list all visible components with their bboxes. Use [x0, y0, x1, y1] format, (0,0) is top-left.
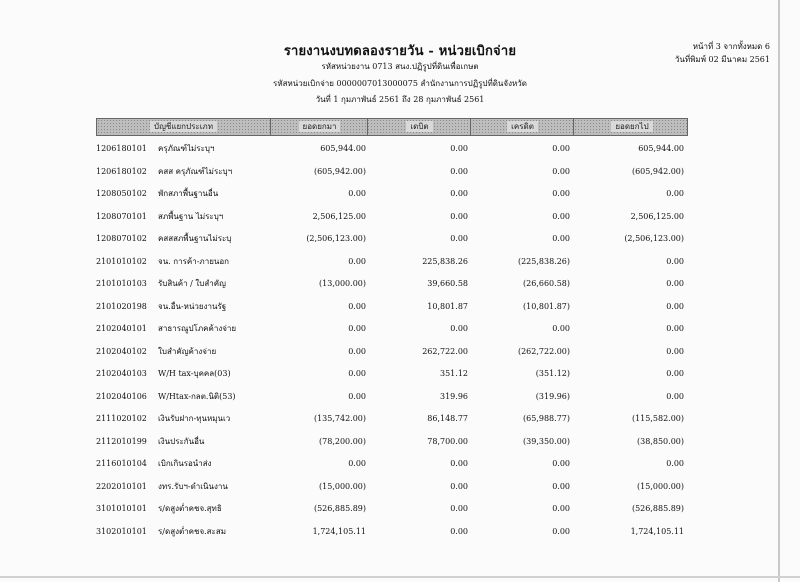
credit-amount: 0.00: [552, 481, 570, 491]
credit-amount: 0.00: [552, 324, 570, 333]
disbursing-unit-line: รหัสหน่วยเบิกจ่าย 0000007013000075 สำนักงานการปฏิรูปที่ดินจังหวัด: [273, 79, 527, 88]
credit-amount: 0.00: [552, 526, 570, 536]
opening-balance: (15,000.00): [319, 481, 366, 491]
debit-amount: 86,148.77: [427, 414, 468, 423]
account-name: เงินประกันอื่น: [158, 436, 205, 446]
table-row: [96, 480, 688, 494]
account-name: คสสสภพื้นฐานไม่ระบุ: [158, 234, 232, 243]
print-date: วันที่พิมพ์ 02 มีนาคม 2561: [674, 55, 770, 64]
closing-balance: 0.00: [666, 369, 684, 378]
account-name: สภพื้นฐาน ไม่ระบุฯ: [158, 211, 224, 221]
debit-amount: 0.00: [450, 504, 468, 513]
account-code: 2101010103: [96, 279, 147, 288]
account-code: 1208050102: [96, 189, 147, 198]
debit-amount: 10,801.87: [427, 301, 468, 311]
account-name: งทร.รับฯ-ดำเนินงาน: [158, 481, 228, 491]
account-code: 2101020198: [96, 301, 147, 311]
debit-amount: 0.00: [450, 526, 468, 536]
credit-amount: (26,660.58): [523, 279, 570, 288]
account-name: W/Htax-กลต.นิติ(53): [158, 391, 236, 401]
table-row: [96, 255, 688, 269]
debit-amount: 0.00: [450, 189, 468, 198]
debit-amount: 0.00: [450, 144, 468, 153]
table-row: [96, 142, 688, 156]
account-name: ร/ดสูงต่ำคชจ.สุทธิ: [158, 504, 222, 513]
credit-amount: 0.00: [552, 234, 570, 243]
account-code: 1206180102: [96, 166, 147, 176]
header-debit: เดบิต: [367, 119, 471, 135]
debit-amount: 0.00: [450, 234, 468, 243]
table-row: [96, 232, 688, 246]
period-line: วันที่ 1 กุมภาพันธ์ 2561 ถึง 28 กุมภาพันธ์ 2561: [315, 95, 485, 104]
opening-balance: 0.00: [348, 189, 366, 198]
opening-balance: 0.00: [348, 391, 366, 401]
debit-amount: 0.00: [450, 459, 468, 468]
account-name: ครุภัณฑ์ไม่ระบุฯ: [158, 144, 215, 153]
table-row: [96, 390, 688, 404]
opening-balance: 0.00: [348, 369, 366, 378]
opening-balance: (2,506,123.00): [306, 234, 366, 243]
closing-balance: 0.00: [666, 189, 684, 198]
table-row: [96, 277, 688, 291]
closing-balance: 605,944.00: [638, 144, 684, 153]
closing-balance: 0.00: [666, 324, 684, 333]
credit-amount: (65,988.77): [523, 414, 570, 423]
header-account: บัญชีแยกประเภท: [97, 119, 270, 135]
account-name: สาธารณูปโภคค้างจ่าย: [158, 324, 237, 333]
table-row: [96, 367, 688, 381]
opening-balance: 0.00: [348, 301, 366, 311]
opening-balance: 0.00: [348, 346, 366, 356]
account-name: รับสินค้า / ใบสำคัญ: [158, 279, 226, 288]
account-code: 2102040101: [96, 324, 147, 333]
table-row: [96, 187, 688, 201]
account-name: จน. การค้า-ภายนอก: [158, 256, 229, 266]
account-name: เบิกเกินรอนำส่ง: [158, 459, 212, 468]
debit-amount: 225,838.26: [422, 256, 468, 266]
debit-amount: 0.00: [450, 166, 468, 176]
opening-balance: 0.00: [348, 459, 366, 468]
debit-amount: 39,660.58: [427, 279, 468, 288]
table-row: [96, 525, 688, 539]
opening-balance: (605,942.00): [313, 166, 366, 176]
closing-balance: 0.00: [666, 391, 684, 401]
table-row: [96, 412, 688, 426]
table-row: [96, 457, 688, 471]
account-name: เงินรับฝาก-ทุนหมุนเว: [158, 414, 231, 423]
debit-amount: 0.00: [450, 211, 468, 221]
account-code: 2102040103: [96, 369, 147, 378]
closing-balance: (38,850.00): [637, 436, 684, 446]
credit-amount: 0.00: [552, 211, 570, 221]
opening-balance: 2,506,125.00: [312, 211, 366, 221]
table-header: [96, 118, 688, 136]
closing-balance: (605,942.00): [631, 166, 684, 176]
credit-amount: (351.12): [535, 369, 570, 378]
opening-balance: 1,724,105.11: [312, 526, 366, 536]
opening-balance: (13,000.00): [319, 279, 366, 288]
credit-amount: (319.96): [535, 391, 570, 401]
account-code: 3102010101: [96, 526, 147, 536]
credit-amount: (262,722.00): [517, 346, 570, 356]
credit-amount: 0.00: [552, 504, 570, 513]
account-code: 2102040102: [96, 346, 147, 356]
table-row: [96, 502, 688, 516]
account-code: 2112010199: [96, 436, 147, 446]
table-row: [96, 165, 688, 179]
agency-line: รหัสหน่วยงาน 0713 สนง.ปฏิรูปที่ดินเพื่อเกษต: [321, 62, 479, 71]
opening-balance: 605,944.00: [320, 144, 366, 153]
account-name: ใบสำคัญค้างจ่าย: [158, 346, 217, 356]
account-name: ร/ดสูงต่ำคชจ.สะสม: [158, 526, 227, 536]
debit-amount: 78,700.00: [427, 436, 468, 446]
closing-balance: 0.00: [666, 459, 684, 468]
closing-balance: (115,582.00): [631, 414, 684, 423]
closing-balance: 0.00: [666, 346, 684, 356]
account-code: 2111020102: [96, 414, 147, 423]
debit-amount: 351.12: [440, 369, 468, 378]
closing-balance: 0.00: [666, 301, 684, 311]
closing-balance: 2,506,125.00: [630, 211, 684, 221]
debit-amount: 0.00: [450, 481, 468, 491]
opening-balance: 0.00: [348, 324, 366, 333]
table-row: [96, 435, 688, 449]
opening-balance: 0.00: [348, 256, 366, 266]
account-code: 3101010101: [96, 504, 147, 513]
trial-balance-table: [96, 118, 688, 536]
credit-amount: 0.00: [552, 459, 570, 468]
debit-amount: 319.96: [440, 391, 468, 401]
account-name: พักสภาพื้นฐานอื่น: [158, 189, 219, 198]
credit-amount: 0.00: [552, 144, 570, 153]
credit-amount: (225,838.26): [517, 256, 570, 266]
header-opening: ยอดยกมา: [270, 119, 368, 135]
opening-balance: (526,885.89): [313, 504, 366, 513]
table-row: [96, 300, 688, 314]
account-code: 1208070101: [96, 211, 147, 221]
closing-balance: 0.00: [666, 256, 684, 266]
account-code: 2202010101: [96, 481, 147, 491]
debit-amount: 262,722.00: [422, 346, 468, 356]
account-code: 1206180101: [96, 144, 147, 153]
debit-amount: 0.00: [450, 324, 468, 333]
table-row: [96, 322, 688, 336]
account-code: 2102040106: [96, 391, 147, 401]
table-row: [96, 345, 688, 359]
closing-balance: (526,885.89): [631, 504, 684, 513]
closing-balance: 0.00: [666, 279, 684, 288]
report-title: รายงานงบทดลองรายวัน - หน่วยเบิกจ่าย: [283, 44, 517, 59]
header-closing: ยอดยกไป: [573, 119, 690, 135]
account-code: 2101010102: [96, 256, 147, 266]
opening-balance: (78,200.00): [319, 436, 366, 446]
table-row: [96, 210, 688, 224]
header-credit: เครดิต: [470, 119, 574, 135]
credit-amount: 0.00: [552, 166, 570, 176]
account-name: W/H tax-บุคคล(03): [158, 369, 231, 378]
opening-balance: (135,742.00): [313, 414, 366, 423]
credit-amount: (39,350.00): [523, 436, 570, 446]
credit-amount: (10,801.87): [523, 301, 570, 311]
page-info: หน้าที่ 3 จากทั้งหมด 6: [692, 42, 770, 51]
credit-amount: 0.00: [552, 189, 570, 198]
account-name: คสส ครุภัณฑ์ไม่ระบุฯ: [158, 166, 233, 176]
closing-balance: (2,506,123.00): [624, 234, 684, 243]
page-bottom-edge: [0, 576, 800, 578]
account-code: 2116010104: [96, 459, 147, 468]
closing-balance: 1,724,105.11: [630, 526, 684, 536]
account-code: 1208070102: [96, 234, 147, 243]
closing-balance: (15,000.00): [637, 481, 684, 491]
account-name: จน.อื่น-หน่วยงานรัฐ: [158, 301, 227, 311]
